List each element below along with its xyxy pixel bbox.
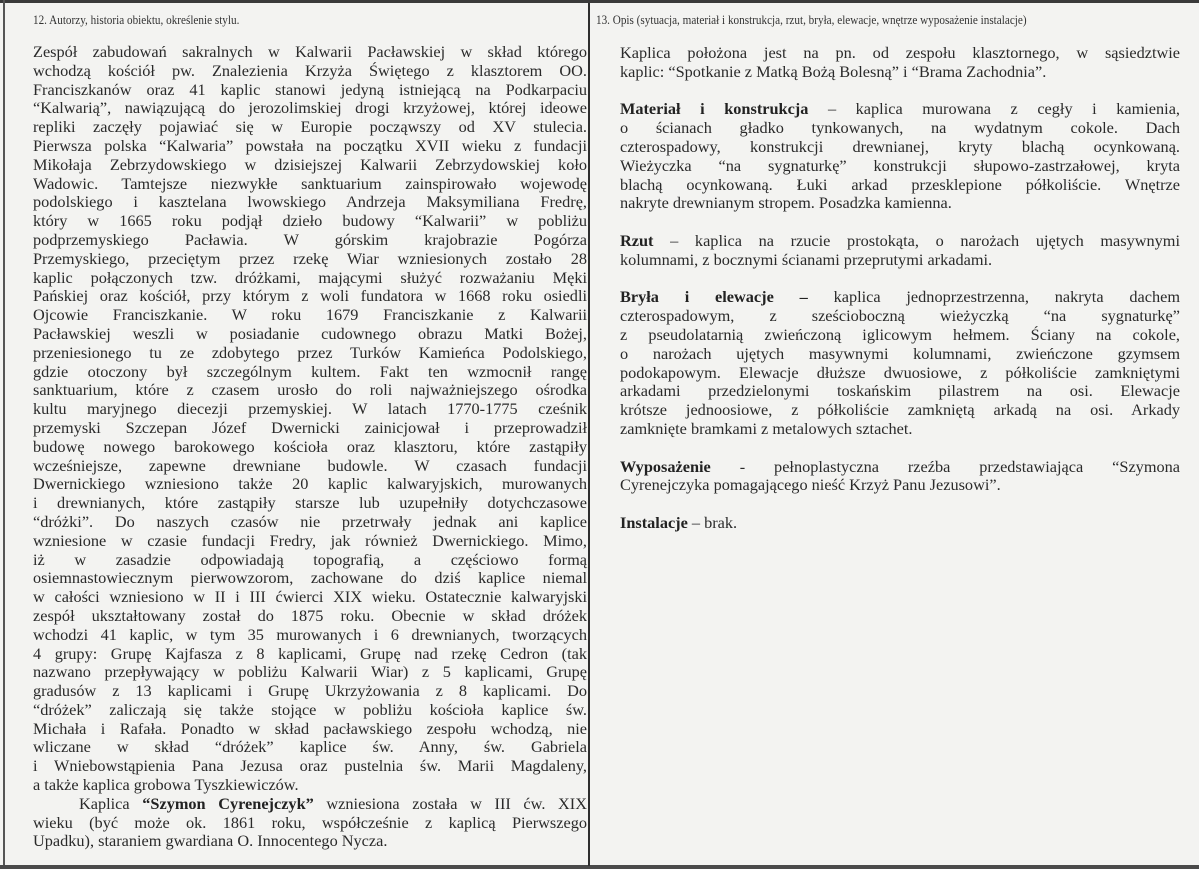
text-line: Ojcowie Franciszkanie. W roku 1679 Franciszkanie z Kalwarii — [33, 305, 587, 325]
text-line: kaplic: “Spotkanie z Matką Bożą Bolesną” i “Brama Zachodnia”. — [620, 61, 1047, 81]
text-line: Przemyskiego, przeciętym przez rzekę Wiar wzniesionych zostało 28 — [33, 248, 587, 268]
paragraph-gap — [620, 213, 1180, 232]
text-line: zespół ukształtowany został do 1875 roku. Obecnie w skład dróżek — [33, 605, 587, 625]
section-heading: Rzut — [620, 230, 654, 250]
text-line: sanktuarium, które z czasem urosło do roli najważniejszego ośrodka — [33, 380, 587, 400]
text-line: Franciszkanów oraz 41 kaplic stanowi jedyną istniejącą na Podkarpaciu — [33, 79, 587, 99]
text-line: czterospadowym, z sześcioboczną wieżyczką “na sygnaturkę” — [620, 306, 1180, 326]
text-line: czterospadowy, konstrukcji drewnianej, kryty blachą ocynkowaną. — [620, 136, 1180, 156]
text-line: w całości wzniesiono w II i III ćwierci XIX wieku. Ostatecznie kalwaryjski — [33, 587, 587, 607]
text-line: wcześniejsze, zapewne drewniane budowle. W czasach fundacji — [33, 455, 587, 475]
text-line: Wieżyczka “na sygnaturkę” konstrukcji słupowo-zastrzałowej, kryta — [620, 155, 1180, 175]
scan-left-edge — [3, 0, 5, 869]
text-line: podolskiego i kasztelana lwowskiego Andrzeja Maksymiliana Fredrę, — [33, 192, 587, 212]
text-segment: Kaplica położona jest na pn. od zespołu klasztornego, w sąsiedztwie — [620, 43, 1180, 62]
text-line: kaplic połączonych tzw. dróżkami, mającymi służyć rozważaniu Męki — [33, 267, 587, 287]
text-line: Zespół zabudowań sakralnych w Kalwarii Pacławskiej w skład którego — [33, 42, 587, 61]
text-line: wchodzi 41 kaplic, w tym 35 murowanych i 6 drewnianych, tworzących — [33, 624, 587, 644]
text-line: gdzie otoczony był szczególnym kultem. Fakt ten wzmocnił rangę — [33, 361, 587, 381]
text-line: kultu maryjnego diecezji przemyskiej. W latach 1770-1775 cześnik — [33, 399, 587, 419]
text-line: krótsze jednoosiowe, z półkoliście zamkniętą arkadą na osi. Arkady — [620, 400, 1180, 420]
text-line: Cyrenejczyka pomagającego nieść Krzyż Panu Jezusowi”. — [620, 475, 1001, 495]
section-heading: Bryła i elewacje – — [620, 287, 808, 307]
text-line: podokapowym. Elewacje dłuższe dwuosiowe, z półkoliście zamkniętymi — [620, 362, 1180, 382]
text-line: Dwernickiego wzniesiono także 20 kaplic kalwaryjskich, murowanych — [33, 474, 587, 494]
text-line: Pierwsza polska “Kalwaria” powstała na początku XVII wieku z fundacji — [33, 135, 587, 155]
description-column — [620, 44, 1180, 533]
scan-top-edge — [0, 0, 1199, 3]
text-line: Mikołaja Zebrzydowskiego w dzisiejszej Kalwarii Zebrzydowskiej koło — [33, 154, 587, 174]
text-line: wieku (być może ok. 1861 roku, współcześnie z kaplicą Pierwszego — [33, 812, 587, 832]
text-line: 4 grupy: Grupę Kajfasza z 8 kaplicami, Grupę nad rzekę Cedron (tak — [33, 643, 587, 663]
text-line: wliczane w skład “dróżek” kaplice św. Anny, św. Gabriela — [33, 737, 587, 757]
text-line: o narożach ujętych masywnymi kolumnami, zwieńczone gzymsem — [620, 343, 1180, 363]
text-line: blachą ocynkowaną. Łuki arkad przesklepione półkoliście. Wnętrze — [620, 174, 1180, 194]
text-line: i Wniebowstąpienia Pana Jezusa oraz pustelnia św. Marii Magdaleny, — [33, 756, 587, 776]
text-line: budowę nowego barokowego kościoła oraz klasztoru, które zastąpiły — [33, 436, 587, 456]
text-line: podprzemyskiego Pacławia. W górskim krajobrazie Pogórza — [33, 229, 587, 249]
text-line — [620, 232, 1180, 251]
text-line — [620, 514, 1180, 533]
text-line: wzniesione w czasie fundacji Fredry, jak również Dwernickiego. Mimo, — [33, 530, 587, 550]
section-heading: Materiał i konstrukcja — [620, 99, 809, 119]
text-line: który w 1665 roku podjął dzieło budowy “Kalwarii” w pobliżu — [33, 211, 587, 231]
text-segment: wzniesiona została w III ćw. XIX — [313, 793, 587, 813]
paragraph-gap — [620, 270, 1180, 289]
text-line: kolumnami, z bocznymi ścianami przeprutymi arkadami. — [620, 249, 993, 269]
section-13-header: 13. Opis (sytuacja, materiał i konstrukcja, rzut, bryła, elewacje, wnętrze wyposażenie instalacje) — [596, 12, 1027, 27]
text-line: Pańskiej oraz kościół, przy którym z woli fundatora w 1668 roku osiedli — [33, 286, 587, 306]
text-line: przeniesionego tu ze zdobytego przez Turków Kamieńca Podolskiego, — [33, 342, 587, 362]
text-line — [620, 44, 1180, 63]
text-line — [620, 458, 1180, 477]
text-line: “dróżki”. Do naszych czasów nie przetrwały jednak ani kaplice — [33, 511, 587, 531]
text-line — [620, 288, 1180, 307]
text-line: i drewnianych, które zastąpiły starsze lub uzupełniły dotychczasowe — [33, 493, 587, 513]
text-segment: – brak. — [687, 512, 738, 532]
text-line: o ścianach gładko tynkowanych, na wydatnym cokole. Dach — [620, 118, 1180, 138]
text-line: arkadami przedzielonymi toskańskim pilastrem na osi. Elewacje — [620, 381, 1180, 401]
text-line: Wadowic. Tamtejsze niezwykłe sanktuarium zainspirowało wojewodę — [33, 173, 587, 193]
chapel-name: “Szymon Cyrenejczyk” — [142, 793, 314, 813]
history-column — [33, 43, 587, 851]
text-segment: - pełnoplastyczna rzeźba przedstawiająca “Szymona — [710, 456, 1180, 476]
text-segment: – kaplica murowana z cegły i kamienia, — [808, 99, 1180, 119]
text-line: gradusów z 13 kaplicami i Grupę Ukrzyżowania z 8 kaplicami. Do — [33, 681, 587, 701]
text-line: repliki zaczęły pojawiać się w Europie począwszy od XV stulecia. — [33, 117, 587, 137]
paragraph-gap — [620, 82, 1180, 101]
text-segment: Kaplica — [79, 793, 143, 813]
text-line: osiemnastowiecznym pierwowzorom, zachowane do dziś kaplice niemal — [33, 568, 587, 588]
text-line: Upadku), staraniem gwardiana O. Innocentego Nycza. — [33, 831, 388, 851]
column-divider — [588, 3, 590, 866]
text-line: nazwano przepływający w pobliżu Kalwarii Wiar) z 5 kaplicami, Grupę — [33, 662, 587, 682]
text-line: “Kalwarią”, nawiązującą do jerozolimskiej drogi krzyżowej, której ideowe — [33, 98, 587, 118]
text-line: zamknięte bramkami z metalowych sztachet. — [620, 418, 913, 438]
text-segment: kaplica jednoprzestrzenna, nakryta dachem — [807, 287, 1180, 307]
paragraph-gap — [620, 495, 1180, 514]
text-line: iż w zasadzie odpowiadają topografią, a częściowo formą — [33, 549, 587, 569]
text-segment: – kaplica na rzucie prostokąta, o narożach ujętych masywnymi — [653, 230, 1180, 250]
text-line — [33, 795, 587, 814]
text-line — [620, 100, 1180, 119]
text-line: “dróżek” zaliczają się także stojące w pobliżu kościoła kaplice św. — [33, 699, 587, 719]
text-line: Michała i Rafała. Ponadto w skład pacławskiego zespołu wchodzą, nie — [33, 718, 587, 738]
paragraph-gap — [620, 439, 1180, 458]
text-line: wchodzą kościół pw. Znalezienia Krzyża Świętego z klasztorem OO. — [33, 60, 587, 80]
text-line: z pseudolatarnią zwieńczoną iglicowym hełmem. Ściany na cokole, — [620, 324, 1180, 344]
section-heading: Wyposażenie — [620, 456, 711, 476]
text-line: nakryte drewnianym stropem. Posadzka kamienna. — [620, 193, 952, 213]
section-12-header: 12. Autorzy, historia obiektu, określenie stylu. — [33, 12, 240, 27]
scan-bottom-edge — [0, 865, 1199, 869]
section-heading: Instalacje — [620, 512, 688, 532]
text-line: Pacławskiej weszli w posiadanie cudownego obrazu Matki Bożej, — [33, 323, 587, 343]
text-line: a także kaplica grobowa Tyszkiewiczów. — [33, 775, 299, 795]
text-line: przemyski Szczepan Józef Dwernicki zainicjował i przeprowadził — [33, 417, 587, 437]
